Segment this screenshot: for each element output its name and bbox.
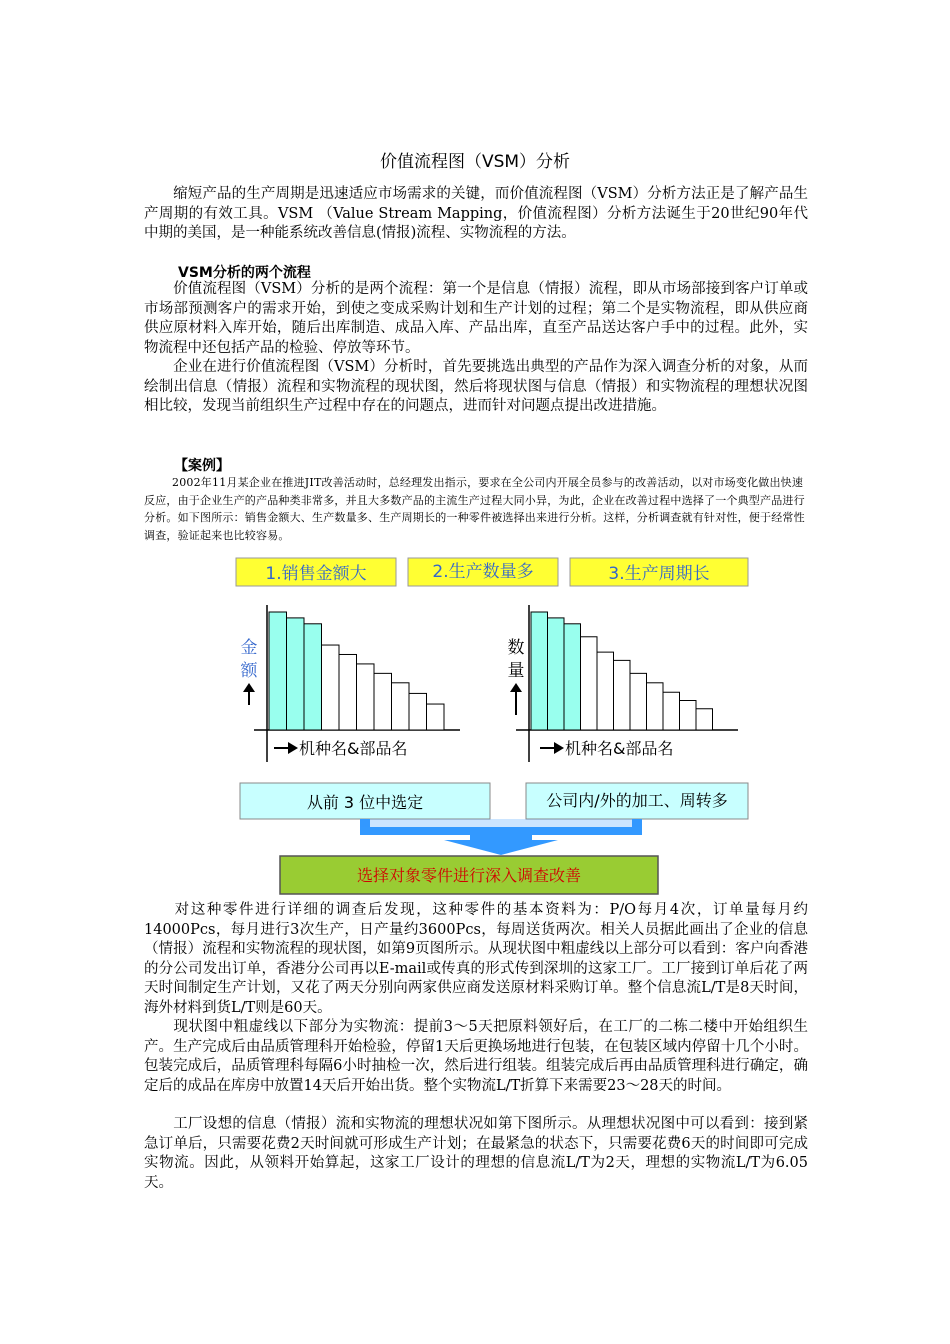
left-axis-char-2: 额 [240, 661, 258, 681]
section-p1-text: 价值流程图（VSM）分析的是两个流程：第一个是信息（情报）流程，即从市场部接到客户订单或市场部预测客户的需求开始，到使之变成采购计划和生产计划的过程；第二个是实物流程，即从供应商供应原材料入库开始，随后出库制造、成品入库、产品出库，直至产品送达客户手中的过程。此外，实物流程中还包括产品的检验、停放等环节。 [144, 281, 808, 356]
case-text: 2002年11月某企业在推进JIT改善活动时，总经理发出指示，要求在全公司内开展全员参与的改善活动，以对市场变化做出快速反应，由于企业生产的产品种类非常多，并且大多数产品的主流生产过程大同小异，为此，企业在改善过程中选择了一个典型产品进行分析。如下图所示：销售金额大、生产数量多、生产周期长的一种零件被选择出来进行分析。这样，分析调查就有针对性，便于经常性调查，验证起来也比较容易。 [144, 476, 805, 542]
cyan-left-label: 从前 3 位中选定 [306, 793, 424, 812]
left-bar-4 [322, 645, 340, 730]
left-bar-2 [287, 618, 305, 730]
page-title: 价值流程图（VSM）分析 [379, 152, 571, 172]
criterion-label-3: 3.生产周期长 [608, 564, 710, 584]
right-axis-char-1: 数 [507, 638, 525, 658]
merge-arrow [360, 819, 642, 855]
left-bar-7 [374, 673, 392, 730]
intro-paragraph [144, 185, 808, 244]
left-bar-8 [392, 683, 410, 730]
criterion-label-2: 2.生产数量多 [432, 562, 534, 582]
after-p3-text: 工厂设想的信息（情报）流和实物流的理想状况如第下图所示。从理想状况图中可以看到：接到紧急订单后，只需要花费2天时间就可形成生产计划；在最紧急的状态下，只需要花费6天的时间即可完成实物流。因此，从领料开始算起，这家工厂设计的理想的信息流L/T为2天，理想的实物流L/T为6.05天。 [144, 1116, 808, 1191]
selection-figure [230, 555, 750, 900]
right-bar-9 [663, 692, 680, 730]
left-x-label: 机种名&部品名 [299, 739, 408, 758]
right-x-label: 机种名&部品名 [565, 739, 674, 758]
left-bar-3 [304, 624, 322, 730]
left-bar-5 [339, 654, 357, 730]
figure-canvas [230, 555, 750, 900]
after-p1-text: 对这种零件进行详细的调查后发现，这种零件的基本资料为：P/O每月4次，订单量每月约14000Pcs，每月进行3次生产，日产量约3600Pcs，每周送货两次。相关人员据此画出了企业的信息（情报）流程和实物流程的现状图，如第9页图所示。从现状图中粗虚线以上部分可以看到：客户向香港的分公司发出订单，香港分公司再以E-mail或传真的形式传到深圳的这家工厂。工厂接到订单后花了两天时间制定生产计划，又花了两天分别向两家供应商发送原材料采购订单。整个信息流L/T是8天时间，海外材料到货L/T则是60天。 [144, 902, 808, 1016]
cyan-right-label: 公司内/外的加工、周转多 [546, 791, 728, 810]
right-bar-1 [531, 612, 548, 730]
right-bar-10 [680, 701, 697, 731]
right-up-arrow [510, 683, 522, 715]
after-p2-text: 现状图中粗虚线以下部分为实物流：提前3～5天把原料领好后，在工厂的二栋二楼中开始组织生产。生产完成后由品质管理科开始检验，停留1天后更换场地进行包装，在包装区域内停留十几个小时。包装完成后，品质管理科每隔6小时抽检一次，然后进行组装。组装完成后再由品质管理科进行确定，确定后的成品在库房中放置14天后开始出货。整个实物流L/T折算下来需要23～28天的时间。 [144, 1019, 808, 1094]
right-bar-6 [614, 660, 631, 730]
after-paragraph-2 [144, 1018, 808, 1096]
intro-text: 缩短产品的生产周期是迅速适应市场需求的关键，而价值流程图（VSM）分析方法正是了解产品生产周期的有效工具。VSM （Value Stream Mapping，价值流程图）分析方法诞生于20世纪90年代中期的美国，是一种能系统改善信息(情报)流程、实物流程的方法。 [144, 186, 808, 241]
right-bar-3 [564, 624, 581, 730]
section-paragraph-2 [144, 358, 808, 417]
section-p2-text: 企业在进行价值流程图（VSM）分析时，首先要挑选出典型的产品作为深入调查分析的对象，从而绘制出信息（情报）流程和实物流程的现状图，然后将现状图与信息（情报）和实物流程的理想状况图相比较，发现当前组织生产过程中存在的问题点，进而针对问题点提出改进措施。 [144, 359, 808, 414]
left-axis-char-1: 金 [240, 638, 258, 658]
section-heading: VSM分析的两个流程 [178, 265, 311, 281]
right-bar-5 [597, 652, 614, 730]
right-chart [508, 605, 739, 762]
criterion-label-1: 1.销售金额大 [265, 564, 367, 584]
case-paragraph [144, 474, 808, 544]
green-box-label: 选择对象零件进行深入调查改善 [356, 866, 582, 885]
left-x-label-group [274, 739, 407, 758]
left-chart [241, 605, 461, 762]
left-bars [269, 612, 444, 730]
right-bar-8 [647, 683, 664, 730]
right-bar-2 [548, 618, 565, 730]
right-bar-7 [630, 673, 647, 730]
left-bar-1 [269, 612, 287, 730]
left-bar-10 [427, 704, 445, 730]
after-paragraph-1 [144, 901, 808, 1018]
left-up-arrow [243, 683, 255, 705]
right-bar-11 [696, 709, 713, 730]
right-bar-4 [581, 637, 598, 730]
left-bar-9 [409, 693, 427, 730]
left-bar-6 [357, 664, 375, 730]
case-heading: 【案例】 [174, 458, 230, 474]
right-x-label-group [540, 739, 673, 758]
right-bars [531, 612, 713, 730]
right-axis-char-2: 量 [507, 661, 525, 681]
after-paragraph-3 [144, 1115, 808, 1193]
section-paragraph-1 [144, 280, 808, 358]
